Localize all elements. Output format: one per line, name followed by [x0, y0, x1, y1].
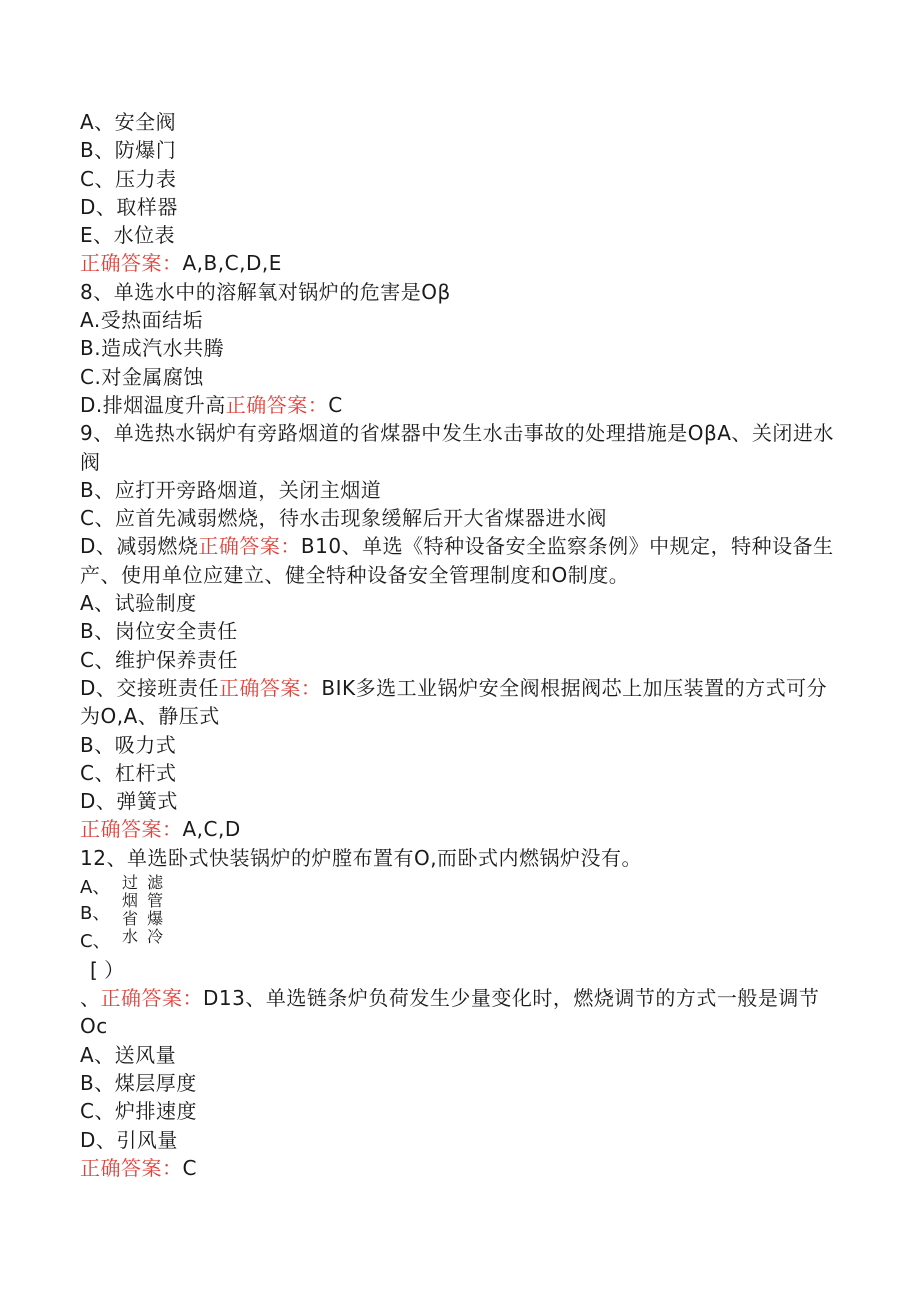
q9-question: 9、单选热水锅炉有旁路烟道的省煤器中发生水击事故的处理措施是OβA、关闭进水阀 — [80, 421, 834, 474]
q8-option-d: D.排烟温度升高 — [80, 392, 226, 417]
answer-label: 正确答案： — [198, 534, 301, 559]
q12-bracket: [ ） — [90, 958, 125, 983]
q11-option-b: B、吸力式 — [80, 732, 177, 757]
answer-value: C — [328, 392, 343, 417]
answer-label: 正确答案： — [80, 1155, 183, 1180]
q13-answer — [80, 1154, 840, 1182]
q8-question: 8、单选水中的溶解氧对锅炉的危害是Oβ — [80, 279, 451, 304]
q8-option-c: C.对金属腐蚀 — [80, 364, 204, 389]
q11-answer — [80, 815, 840, 843]
answer-label: 正确答案： — [100, 986, 203, 1011]
q12-label-b: B、 — [80, 903, 111, 925]
q7-answer — [80, 249, 840, 277]
answer-and-next-question: D13、单选链条炉负荷发生少量变化时，燃烧调节的方式一般是调节Oc — [80, 986, 820, 1039]
q10-option-d: D、交接班责任 — [80, 675, 219, 700]
q12-prefix: 、 — [80, 986, 101, 1011]
q13-option-b: B、煤层厚度 — [80, 1070, 197, 1095]
q13-option-c: C、炉排速度 — [80, 1099, 197, 1124]
q13-option-a: A、送风量 — [80, 1042, 177, 1067]
q7-option-c: C、压力表 — [80, 166, 177, 191]
q12-stacked-text: 省 爆 — [122, 909, 166, 929]
answer-label: 正确答案： — [80, 251, 183, 276]
q9-option-c: C、应首先减弱燃烧，待水击现象缓解后开大省煤器进水阀 — [80, 506, 607, 531]
q10-option-d-with-answer — [80, 674, 840, 731]
q12-stacked-text: 过 滤 — [122, 873, 166, 893]
answer-value: C — [182, 1155, 197, 1180]
q12-options-block — [80, 872, 840, 956]
answer-and-next-question: BIK多选工业锅炉安全阀根据阀芯上加压装置的方式可分为O,A、静压式 — [80, 675, 828, 729]
q7-option-b: B、防爆门 — [80, 138, 177, 163]
q7-option-e: E、水位表 — [80, 223, 176, 248]
answer-label: 正确答案： — [218, 675, 322, 700]
q12-answer-with-q13 — [80, 984, 840, 1041]
q8-option-d-with-answer — [80, 391, 840, 419]
answer-label: 正确答案： — [80, 817, 183, 842]
q11-option-d: D、弹簧式 — [80, 789, 178, 814]
answer-value: A,B,C,D,E — [182, 251, 282, 276]
q12-stacked-text: 水 冷 — [122, 927, 166, 947]
q9-option-d: D、减弱燃烧 — [80, 534, 199, 559]
q10-option-a: A、试验制度 — [80, 591, 197, 616]
q13-option-d: D、引风量 — [80, 1127, 178, 1152]
answer-and-next-question: B10、单选《特种设备安全监察条例》中规定，特种设备生产、使用单位应建立、健全特种设备安全管理制度和O制度。 — [80, 534, 834, 587]
document-page — [80, 108, 840, 1182]
answer-label: 正确答案： — [225, 392, 329, 417]
q12-question: 12、单选卧式快装锅炉的炉膛布置有O,而卧式内燃锅炉没有。 — [80, 845, 643, 870]
q9-option-d-with-answer — [80, 532, 840, 589]
q12-label-c: C、 — [80, 931, 111, 953]
q8-option-b: B.造成汽水共腾 — [80, 336, 225, 361]
q10-option-b: B、岗位安全责任 — [80, 619, 238, 644]
q12-label-a: A、 — [80, 877, 111, 899]
q12-stacked-text: 烟 管 — [122, 891, 166, 911]
q8-option-a: A.受热面结垢 — [80, 308, 204, 333]
q7-option-a: A、安全阀 — [80, 110, 177, 134]
answer-value: A,C,D — [182, 817, 241, 842]
q9-option-b: B、应打开旁路烟道，关闭主烟道 — [80, 477, 382, 502]
q10-option-c: C、维护保养责任 — [80, 647, 238, 672]
q11-option-c: C、杠杆式 — [80, 760, 177, 785]
q7-option-d: D、取样器 — [80, 194, 178, 219]
